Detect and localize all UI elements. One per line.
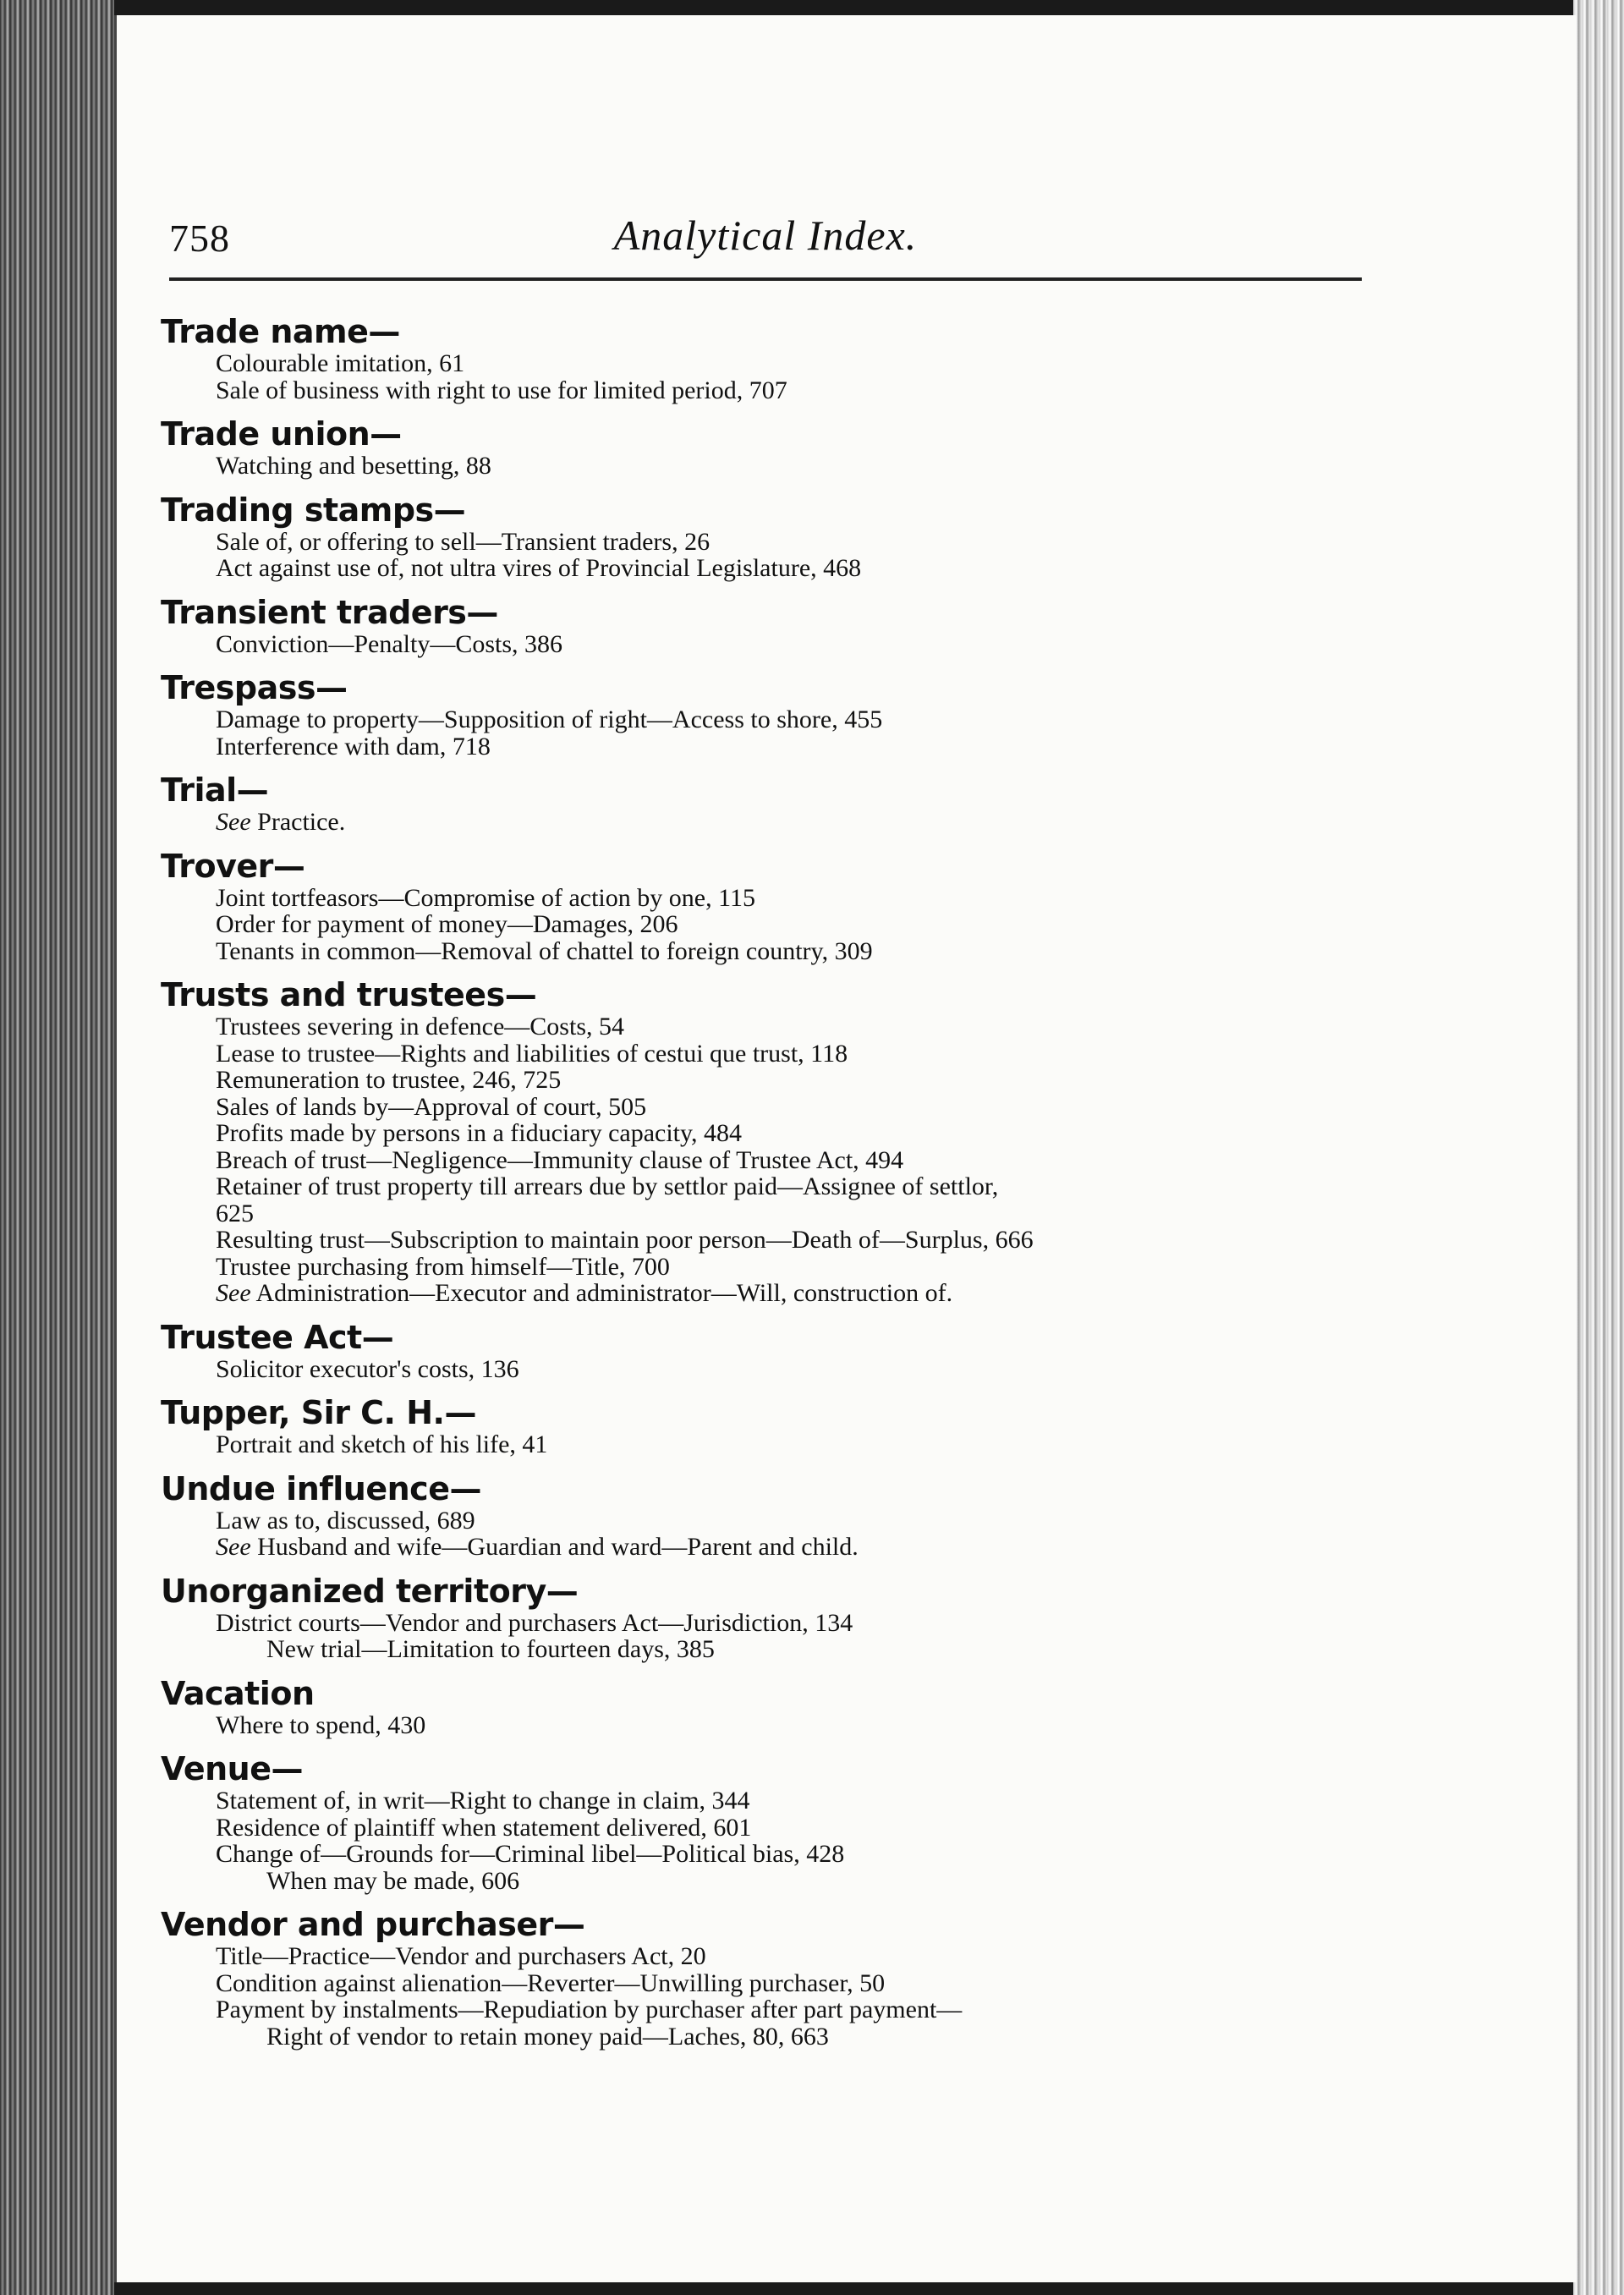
- entry-subline: Tenants in common—Removal of chattel to foreign country, 309: [216, 936, 873, 965]
- entry-subline: Portrait and sketch of his life, 41: [216, 1430, 548, 1458]
- entry-heading: Trover—: [161, 847, 305, 885]
- index-entry: [161, 594, 1379, 658]
- index-entry: [161, 313, 1379, 404]
- entry-subline: Resulting trust—Subscription to maintain poor person—Death of—Surplus, 666: [216, 1226, 1034, 1254]
- entry-subline: Trustee purchasing from himself—Title, 700: [216, 1252, 670, 1281]
- entry-subline: Condition against alienation—Reverter—Unwilling purchaser, 50: [216, 1968, 886, 1997]
- entry-subline: Sale of, or offering to sell—Transient traders, 26: [216, 527, 710, 556]
- running-title: Analytical Index.: [613, 211, 918, 259]
- index-entries: [161, 313, 1379, 2062]
- entry-subline: Payment by instalments—Repudiation by purchaser after part payment—: [216, 1996, 963, 2023]
- entry-continuation-line: Right of vendor to retain money paid—Laches, 80, 663: [266, 2022, 829, 2051]
- index-entry: [161, 771, 1379, 836]
- scan-right-page-edge: [1573, 0, 1624, 2295]
- entry-subline: Sale of business with right to use for limited period, 707: [216, 376, 787, 404]
- entry-heading: Trading stamps—: [161, 491, 466, 529]
- see-target: Husband and wife—Guardian and ward—Parent and child.: [250, 1533, 859, 1561]
- entry-subline: Profits made by persons in a fiduciary capacity, 484: [216, 1119, 743, 1147]
- see-target: Administration—Executor and administrator—Will, construction of.: [250, 1279, 953, 1307]
- entry-subline: Act against use of, not ultra vires of Provincial Legislature, 468: [216, 554, 862, 582]
- entry-subline: Statement of, in writ—Right to change in claim, 344: [216, 1787, 750, 1815]
- entry-subline: Where to spend, 430: [216, 1710, 426, 1739]
- entry-subline: Trustees severing in defence—Costs, 54: [216, 1013, 624, 1040]
- entry-subline: District courts—Vendor and purchasers Act—Jurisdiction, 134: [216, 1608, 853, 1637]
- entry-subline: Damage to property—Supposition of right—Access to shore, 455: [216, 706, 883, 733]
- see-reference: [161, 809, 1379, 836]
- index-entry: [161, 1675, 1379, 1739]
- entry-continuation-line: New trial—Limitation to fourteen days, 385: [266, 1635, 715, 1663]
- index-entry: [161, 415, 1379, 480]
- entry-subline: Interference with dam, 718: [216, 732, 491, 760]
- entry-subline: Sales of lands by—Approval of court, 505: [216, 1092, 647, 1121]
- index-entry: [161, 669, 1379, 760]
- entry-heading: Trustee Act—: [161, 1318, 394, 1356]
- entry-heading: Unorganized territory—: [161, 1572, 579, 1610]
- index-entry: [161, 1573, 1379, 1663]
- entry-heading: Venue—: [161, 1750, 303, 1787]
- entry-heading: Trespass—: [161, 669, 348, 706]
- entry-subline: Law as to, discussed, 689: [216, 1506, 475, 1535]
- entry-subline: Lease to trustee—Rights and liabilities of cestui que trust, 118: [216, 1039, 848, 1068]
- index-entry: [161, 1394, 1379, 1458]
- entry-continuation-line: When may be made, 606: [266, 1866, 520, 1895]
- index-entry: [161, 1906, 1379, 2050]
- entry-heading: Tupper, Sir C. H.—: [161, 1394, 476, 1431]
- entry-heading: Vacation: [161, 1674, 315, 1712]
- entry-subline: Residence of plaintiff when statement delivered, 601: [216, 1813, 752, 1842]
- index-entry: [161, 491, 1379, 582]
- index-entry: [161, 976, 1379, 1307]
- entry-subline: Breach of trust—Negligence—Immunity clause of Trustee Act, 494: [216, 1145, 904, 1174]
- entry-subline: Order for payment of money—Damages, 206: [216, 910, 678, 938]
- see-word: See: [216, 1279, 251, 1307]
- page-header: [169, 199, 1362, 275]
- entry-subline: Joint tortfeasors—Compromise of action by one, 115: [216, 883, 755, 912]
- entry-heading: Trial—: [161, 771, 269, 809]
- entry-subline: Change of—Grounds for—Criminal libel—Political bias, 428: [216, 1840, 845, 1868]
- see-reference: [161, 1280, 1379, 1307]
- entry-subline: 625: [216, 1199, 254, 1227]
- entry-heading: Trade union—: [161, 415, 402, 453]
- see-reference: [161, 1534, 1379, 1561]
- see-target: Practice.: [250, 808, 346, 836]
- scan-left-page-edge: [0, 0, 114, 2295]
- entry-heading: Transient traders—: [161, 593, 498, 631]
- entry-subline: Remuneration to trustee, 246, 725: [216, 1066, 562, 1094]
- entry-subline: Conviction—Penalty—Costs, 386: [216, 629, 563, 658]
- header-rule: [169, 277, 1362, 281]
- entry-heading: Trusts and trustees—: [161, 976, 537, 1013]
- index-entry: [161, 848, 1379, 965]
- entry-subline: Title—Practice—Vendor and purchasers Act, 20: [216, 1942, 706, 1970]
- see-word: See: [216, 808, 251, 836]
- index-entry: [161, 1750, 1379, 1894]
- page-number: 758: [169, 217, 230, 260]
- entry-subline: Watching and besetting, 88: [216, 452, 491, 480]
- entry-subline: Solicitor executor's costs, 136: [216, 1354, 519, 1383]
- entry-heading: Vendor and purchaser—: [161, 1906, 585, 1943]
- index-entry: [161, 1319, 1379, 1383]
- see-word: See: [216, 1533, 251, 1561]
- entry-heading: Trade name—: [161, 313, 400, 350]
- entry-subline: Retainer of trust property till arrears due by settlor paid—Assignee of settlor,: [216, 1172, 999, 1200]
- index-entry: [161, 1470, 1379, 1561]
- entry-subline: Colourable imitation, 61: [216, 349, 465, 377]
- entry-heading: Undue influence—: [161, 1469, 481, 1507]
